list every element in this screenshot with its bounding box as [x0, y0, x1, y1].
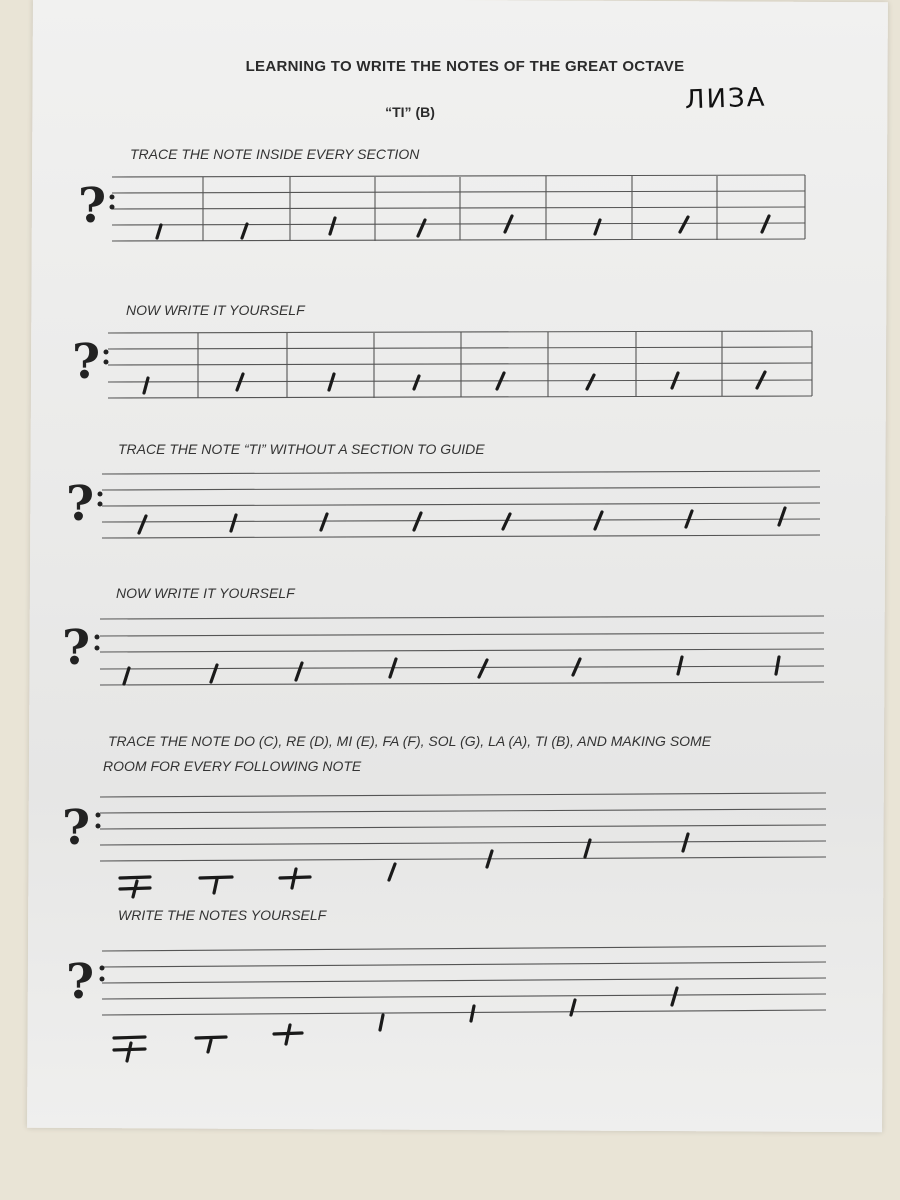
- worksheet-subtitle: “TI” (B): [385, 104, 435, 120]
- section-1-instruction: TRACE THE NOTE INSIDE EVERY SECTION: [130, 146, 420, 162]
- section-2-instruction: NOW WRITE IT YOURSELF: [126, 302, 305, 318]
- worksheet-title: LEARNING TO WRITE THE NOTES OF THE GREAT OCTAVE: [245, 58, 685, 75]
- staff-6: [66, 946, 826, 1061]
- student-name-handwritten: ЛИЗА: [684, 82, 767, 116]
- section-5-instruction: TRACE THE NOTE DO (C), RE (D), MI (E), FA (F), SOL (G), LA (A), TI (B), AND MAKING SOME: [108, 733, 712, 749]
- bass-clef-icon: ?: [66, 954, 95, 1010]
- section-3-instruction: TRACE THE NOTE “TI” WITHOUT A SECTION TO GUIDE: [118, 441, 485, 457]
- staff-4: [62, 616, 824, 685]
- staff-3: [66, 471, 820, 538]
- staff-2: [72, 331, 812, 398]
- staff-1: [78, 175, 805, 241]
- bass-clef-icon: ?: [66, 476, 95, 532]
- section-4-instruction: NOW WRITE IT YOURSELF: [116, 585, 295, 601]
- staff-5: [62, 793, 826, 897]
- bass-clef-icon: ?: [62, 800, 91, 856]
- bass-clef-icon: ?: [72, 334, 101, 390]
- bass-clef-icon: ?: [78, 178, 107, 234]
- bass-clef-icon: ?: [62, 620, 91, 676]
- section-5-instruction-line2: ROOM FOR EVERY FOLLOWING NOTE: [103, 758, 362, 774]
- section-6-instruction: WRITE THE NOTES YOURSELF: [118, 907, 327, 923]
